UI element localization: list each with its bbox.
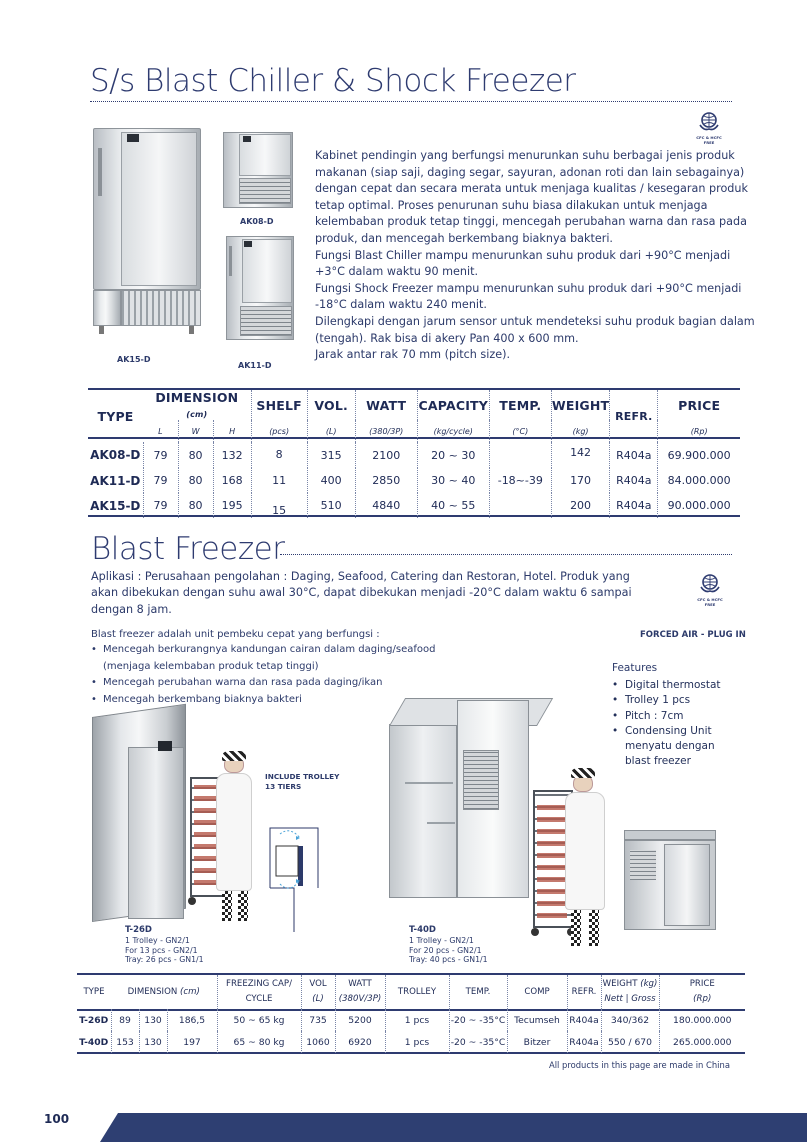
cell-d2: 130 [139,1009,167,1031]
ak08d-image [223,130,293,210]
list-item-text: (menjaga kelembaban produk tetap tinggi) [103,660,319,672]
th-vol-unit: (L) [312,994,324,1004]
feature-text: blast freezer [625,755,691,768]
cell-trolley: 1 pcs [385,1009,449,1031]
t40d-caption-line: 1 Trolley - GN2/1 [409,935,474,945]
cell-vol: 400 [307,468,355,493]
cell-vol: 510 [307,493,355,518]
cell-d3: 197 [167,1031,217,1053]
feature-text: menyatu dengan [625,740,715,753]
th-dimension [143,390,251,420]
include-trolley-note [265,772,339,791]
description-line: -18°C dalam waktu 240 menit. [315,298,487,312]
title-divider [280,554,732,555]
cell-d1: 153 [111,1031,139,1053]
th-dim-l: L [158,426,163,436]
th-price-label: PRICE [689,979,715,989]
description-line: +3°C dalam waktu 90 menit. [315,265,479,279]
cell-refr: R404a [610,493,658,518]
t40d-caption-name: T-40D [409,925,436,935]
ak11d-label: AK11-D [238,361,272,370]
include-trolley-line: INCLUDE TROLLEY [265,772,340,781]
th-dim-w: W [178,420,213,442]
th-price-unit: (Rp) [693,994,712,1004]
globe-hands-icon [699,572,721,594]
cfc-badge-text: CFC & HCFC FREE [696,135,722,145]
cell-weight: 200 [551,493,609,518]
cell-l: 79 [143,442,178,468]
description-line: (tengah). Rak bisa di akery Pan 400 x 600 mm. [315,331,579,345]
t26d-caption-name: T-26D [125,925,152,935]
cell-d1: 89 [111,1009,139,1031]
cell-watt: 6920 [335,1031,385,1053]
t26d-image [88,715,268,927]
cell-l: 79 [143,468,178,493]
description-line: Kabinet pendingin yang berfungsi menurunkan suhu berbagai jenis produk [315,149,735,162]
cell-weight: 142 [551,442,609,468]
description-line: makanan (siap saji, daging segar, sayuran, adonan roti dan lain sebagainya) [315,165,745,179]
cell-type: AK15-D [90,498,141,513]
th-weight-unit: (kg) [640,979,658,989]
cell-capacity: 30 ~ 40 [417,468,489,493]
th-shelf-unit: (pcs) [251,420,307,442]
th-vol: VOL. [307,390,355,420]
th-type: TYPE [97,408,134,424]
th-temp: TEMP. [449,975,507,1009]
list-item: • Mencegah berkembang biaknya bakteri [91,693,302,705]
features-title: Features [612,662,658,674]
th-temp: TEMP. [489,390,551,420]
cell-freezing: 50 ~ 65 kg [217,1009,301,1031]
description-line: Dilengkapi dengan jarum sensor untuk mendeteksi suhu produk bagian dalam [315,314,755,328]
list-item [91,659,436,676]
description-line: tetap optimal. Proses penurunan suhu biasa dilakukan untuk menjaga [315,198,708,212]
th-weight [601,975,659,1009]
list-item: • Mencegah berkurangnya kandungan cairan dalam daging/seafood [91,644,436,655]
th-freezing-line: FREEZING CAP/ [226,979,292,989]
application-line: Aplikasi : Perusahaan pengolahan : Daging, Seafood, Catering dan Restoran, Hotel. Produk yang [91,570,630,583]
th-weight-label: WEIGHT [602,979,638,989]
list-item: • Trolley 1 pcs [612,694,691,707]
table-row [88,442,740,468]
th-dimension-unit: (cm) [180,987,200,997]
th-dim-h: H [213,420,251,442]
th-price [659,975,745,1009]
section2-title: Blast Freezer [91,531,285,567]
description-line: Fungsi Shock Freezer mampu menurunkan suhu produk dari +90°C menjadi [315,281,742,295]
cell-type: T-40D [79,1036,109,1048]
ak08d-label: AK08-D [240,217,274,226]
list-item-text: Mencegah perubahan warna dan rasa pada daging/ikan [103,677,383,688]
cfc-badge-text: CFC & HCFC FREE [697,597,723,607]
include-trolley-line: 13 TIERS [265,781,302,791]
th-dimension-label: DIMENSION [155,390,239,405]
th-shelf: SHELF [251,390,307,420]
table-row [88,493,740,518]
benefit-list [91,642,436,708]
t26d-caption-line: For 13 pcs - GN2/1 [125,945,198,955]
cell-refr: R404a [610,442,658,468]
cell-price: 265.000.000 [659,1031,745,1053]
table-row [77,1009,745,1031]
th-watt: WATT [355,390,417,420]
cell-temp: -20 ~ -35°C [449,1009,507,1031]
ak11d-image [226,236,294,346]
th-vol-label: VOL [309,979,327,989]
th-cycle-line: CYCLE [245,994,273,1004]
forced-air-label: FORCED AIR - PLUG IN [640,630,746,640]
blast-freezer-intro: Blast freezer adalah unit pembeku cepat yang berfungsi : [91,629,380,640]
cell-temp: -18~-39 [489,442,551,518]
list-item-text: Mencegah berkembang biaknya bakteri [103,693,302,705]
th-temp-unit: (°C) [489,420,551,442]
feature-text: Pitch : 7cm [625,709,684,722]
th-freezing [217,975,301,1009]
feature-text: Trolley 1 pcs [625,694,691,707]
cell-temp: -20 ~ -35°C [449,1031,507,1053]
cell-h: 168 [213,468,251,493]
th-price: PRICE [658,390,740,420]
section1-title: S/s Blast Chiller & Shock Freezer [90,63,576,99]
th-trolley: TROLLEY [385,975,449,1009]
application-line: dengan 8 jam. [91,602,172,616]
cell-weight: 550 / 670 [601,1031,659,1053]
th-capacity: CAPACITY [417,390,489,420]
th-dimension [111,975,217,1009]
t26d-caption-line: 1 Trolley - GN2/1 [125,935,190,945]
cell-type: AK08-D [90,448,141,462]
t40d-caption-line: For 20 pcs - GN2/1 [409,945,482,955]
th-price-unit: (Rp) [658,420,740,442]
application-line: akan dibekukan dengan suhu awal 30°C, dapat dibekukan menjadi -20°C dalam waktu 6 sampai [91,586,632,600]
feature-text: Condensing Unit [625,724,712,737]
th-vol [301,975,335,1009]
cell-w: 80 [178,468,213,493]
th-dimension-label: DIMENSION [127,987,178,997]
application-text [91,569,651,618]
cell-type: T-26D [79,1014,109,1026]
cell-price: 84.000.000 [658,468,740,493]
t40d-caption [409,926,488,965]
cfc-free-badge [696,110,722,146]
section1-table [88,390,740,518]
th-watt [335,975,385,1009]
th-comp: COMP [507,975,567,1009]
footer-bar [100,1113,807,1142]
th-capacity-unit: (kg/cycle) [417,420,489,442]
description-line: Jarak antar rak 70 mm (pitch size). [315,348,510,362]
title-divider [90,101,732,102]
cell-watt: 4840 [355,493,417,518]
th-type: TYPE [83,987,105,997]
table1-header-row [88,390,740,420]
cell-d2: 130 [139,1031,167,1053]
th-vol-unit: (L) [307,420,355,442]
airflow-diagram [266,824,326,936]
th-refr: REFR. [567,975,601,1009]
list-item [612,754,721,769]
list-item: • Mencegah perubahan warna dan rasa pada daging/ikan [91,677,383,688]
section2-table [77,975,745,1053]
table-row [77,1031,745,1053]
ak15d-image [93,128,201,336]
th-watt-unit: (380/3P) [355,420,417,442]
cell-price: 90.000.000 [658,493,740,518]
cell-watt: 2100 [355,442,417,468]
table2-header-row [77,975,745,1009]
cell-freezing: 65 ~ 80 kg [217,1031,301,1053]
cell-shelf: 11 [251,468,307,493]
cell-l: 79 [143,493,178,518]
t26d-caption [125,926,204,965]
description-line: kelembaban produk tetap tinggi, mencegah perubahan warna dan rasa pada [315,215,747,229]
description-line: dengan cepat dan secara merata untuk menjaga kualitas / kesegaran produk [315,182,748,196]
cell-price: 69.900.000 [658,442,740,468]
cell-capacity: 20 ~ 30 [417,442,489,468]
t40d-image [385,690,615,952]
list-item-text: Mencegah berkurangnya kandungan cairan dalam daging/seafood [103,644,436,655]
list-item [612,739,721,754]
th-weight: WEIGHT [551,390,609,420]
cell-trolley: 1 pcs [385,1031,449,1053]
cell-vol: 315 [307,442,355,468]
description-line: Fungsi Blast Chiller mampu menurunkan suhu produk dari +90°C menjadi [315,248,731,262]
cell-weight: 340/362 [601,1009,659,1031]
list-item: • Condensing Unit [612,724,712,737]
cell-d3: 186,5 [167,1009,217,1031]
cell-refr: R404a [567,1009,601,1031]
t26d-caption-line: Tray: 26 pcs - GN1/1 [125,955,204,965]
cell-vol: 1060 [301,1031,335,1053]
made-in-note: All products in this page are made in China [549,1060,730,1070]
page-number: 100 [44,1112,70,1126]
cell-weight: 170 [551,468,609,493]
list-item: • Pitch : 7cm [612,709,684,722]
cell-type: AK11-D [90,473,141,488]
section1-description [315,148,755,364]
description-line: produk, dan mencegah berkembang biaknya bakteri. [315,231,613,245]
cell-h: 195 [213,493,251,518]
cell-w: 80 [178,442,213,468]
cell-w: 80 [178,493,213,518]
room-freezer-image [624,830,716,930]
cell-capacity: 40 ~ 55 [417,493,489,518]
cell-shelf: 15 [251,493,307,518]
th-refr: REFR. [610,390,658,442]
cell-comp: Tecumseh [507,1009,567,1031]
th-weight-unit: (kg) [551,420,609,442]
cell-vol: 735 [301,1009,335,1031]
th-nett-gross: Nett | Gross [604,994,656,1004]
features-list [612,678,721,770]
th-dimension-unit: (cm) [186,410,208,419]
ak15d-label: AK15-D [117,355,151,364]
cell-watt: 2850 [355,468,417,493]
table-row [88,468,740,493]
th-watt-unit: (380V/3P) [338,994,382,1004]
cell-h: 132 [213,442,251,468]
th-watt-label: WATT [348,979,372,989]
cfc-free-badge [697,572,723,608]
feature-text: Digital thermostat [625,679,721,691]
list-item: • Digital thermostat [612,679,721,691]
cell-watt: 5200 [335,1009,385,1031]
cell-price: 180.000.000 [659,1009,745,1031]
cell-comp: Bitzer [507,1031,567,1053]
cell-refr: R404a [567,1031,601,1053]
cell-shelf: 8 [251,442,307,468]
cell-refr: R404a [610,468,658,493]
t40d-caption-line: Tray: 40 pcs - GN1/1 [409,955,488,965]
globe-hands-icon [698,110,720,132]
